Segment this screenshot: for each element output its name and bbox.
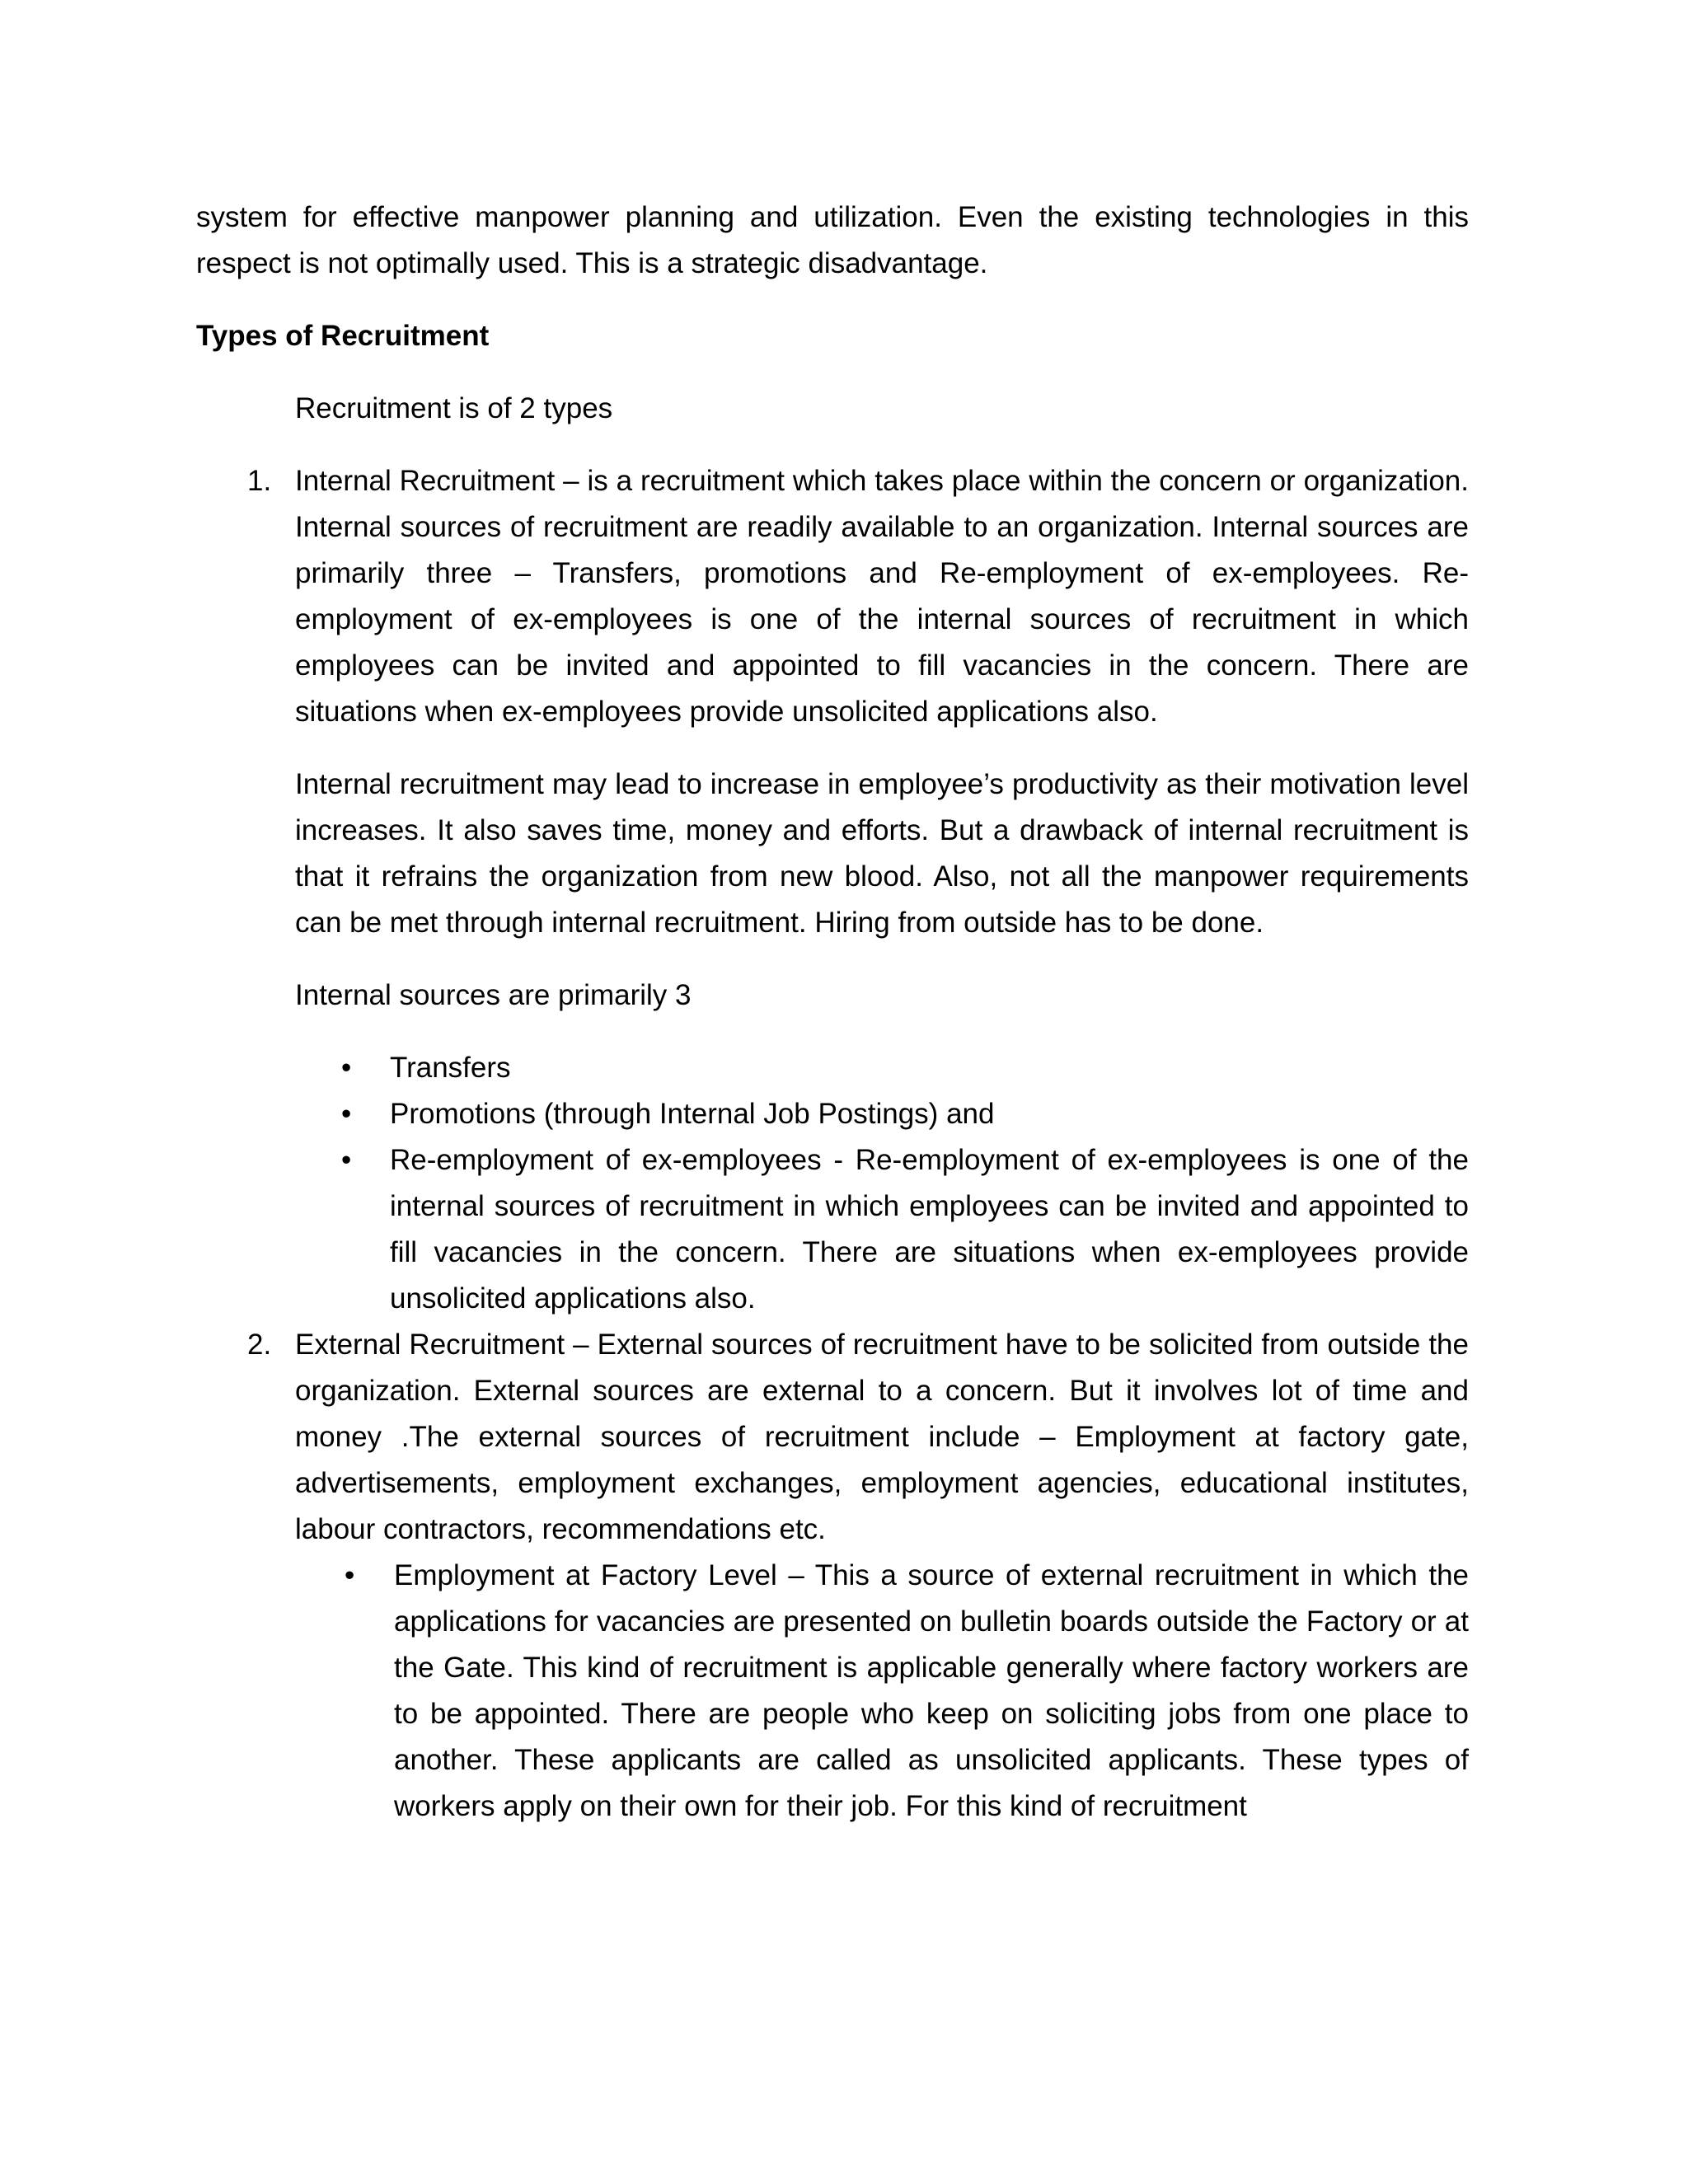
types-intro: Recruitment is of 2 types: [295, 392, 613, 424]
list-item: [196, 1137, 1469, 1322]
list-item: [196, 1091, 1469, 1137]
bullet-icon: •: [341, 1144, 352, 1176]
intro-paragraph: system for effective manpower planning and utilization. Even the existing technologies in this respect is not optimally used. This is a strategic disadvantage.: [196, 201, 1469, 279]
external-sources-list: [196, 1553, 1469, 1830]
item-number: 1.: [247, 465, 272, 497]
internal-sources-list: [196, 1045, 1469, 1322]
item-number: 2.: [247, 1329, 272, 1361]
bullet-icon: •: [345, 1559, 355, 1591]
list-item-text: Promotions (through Internal Job Postings) and: [390, 1098, 995, 1130]
bullet-icon: •: [341, 1098, 352, 1130]
list-item: [196, 1553, 1469, 1830]
section-heading: Types of Recruitment: [196, 320, 490, 352]
document-page: [196, 194, 1469, 1830]
list-item: [196, 1045, 1469, 1091]
bullet-icon: •: [341, 1052, 352, 1084]
item-text: External Recruitment – External sources of recruitment have to be solicited from outside the organization. External sources are external to a concern. But it involves lot of time and money .The external sources of recruitment include – Employment at factory gate, advertisements, employment exchanges, employment agencies, educational institutes, labour contractors, recommendations etc.: [295, 1329, 1469, 1545]
item-text: Internal Recruitment – is a recruitment which takes place within the concern or organization. Internal sources of recruitment are readily available to an organization. Internal sources are primarily three – Transfers, promotions and Re-employment of ex-employees. Re-employment of ex-employees is one of the internal sources of recruitment in which employees can be invited and appointed to fill vacancies in the concern. There are situations when ex-employees provide unsolicited applications also.: [295, 465, 1469, 728]
numbered-item-internal-recruitment: [196, 458, 1469, 735]
internal-sources-intro: Internal sources are primarily 3: [295, 979, 692, 1011]
list-item-text: Re-employment of ex-employees - Re-employment of ex-employees is one of the internal sources of recruitment in which employees can be invited and appointed to fill vacancies in the concern. There are situations when ex-employees provide unsolicited applications also.: [390, 1144, 1469, 1315]
numbered-item-external-recruitment: [196, 1322, 1469, 1553]
list-item-text: Employment at Factory Level – This a source of external recruitment in which the applications for vacancies are presented on bulletin boards outside the Factory or at the Gate. This kind of recruitment is applicable generally where factory workers are to be appointed. There are people who keep on soliciting jobs from one place to another. These applicants are called as unsolicited applicants. These types of workers apply on their own for their job. For this kind of recruitment: [394, 1559, 1469, 1822]
list-item-text: Transfers: [390, 1052, 511, 1084]
internal-recruitment-paragraph: Internal recruitment may lead to increase in employee’s productivity as their motivation level increases. It also saves time, money and efforts. But a drawback of internal recruitment is that it refrains the organization from new blood. Also, not all the manpower requirements can be met through internal recruitment. Hiring from outside has to be done.: [295, 768, 1469, 939]
